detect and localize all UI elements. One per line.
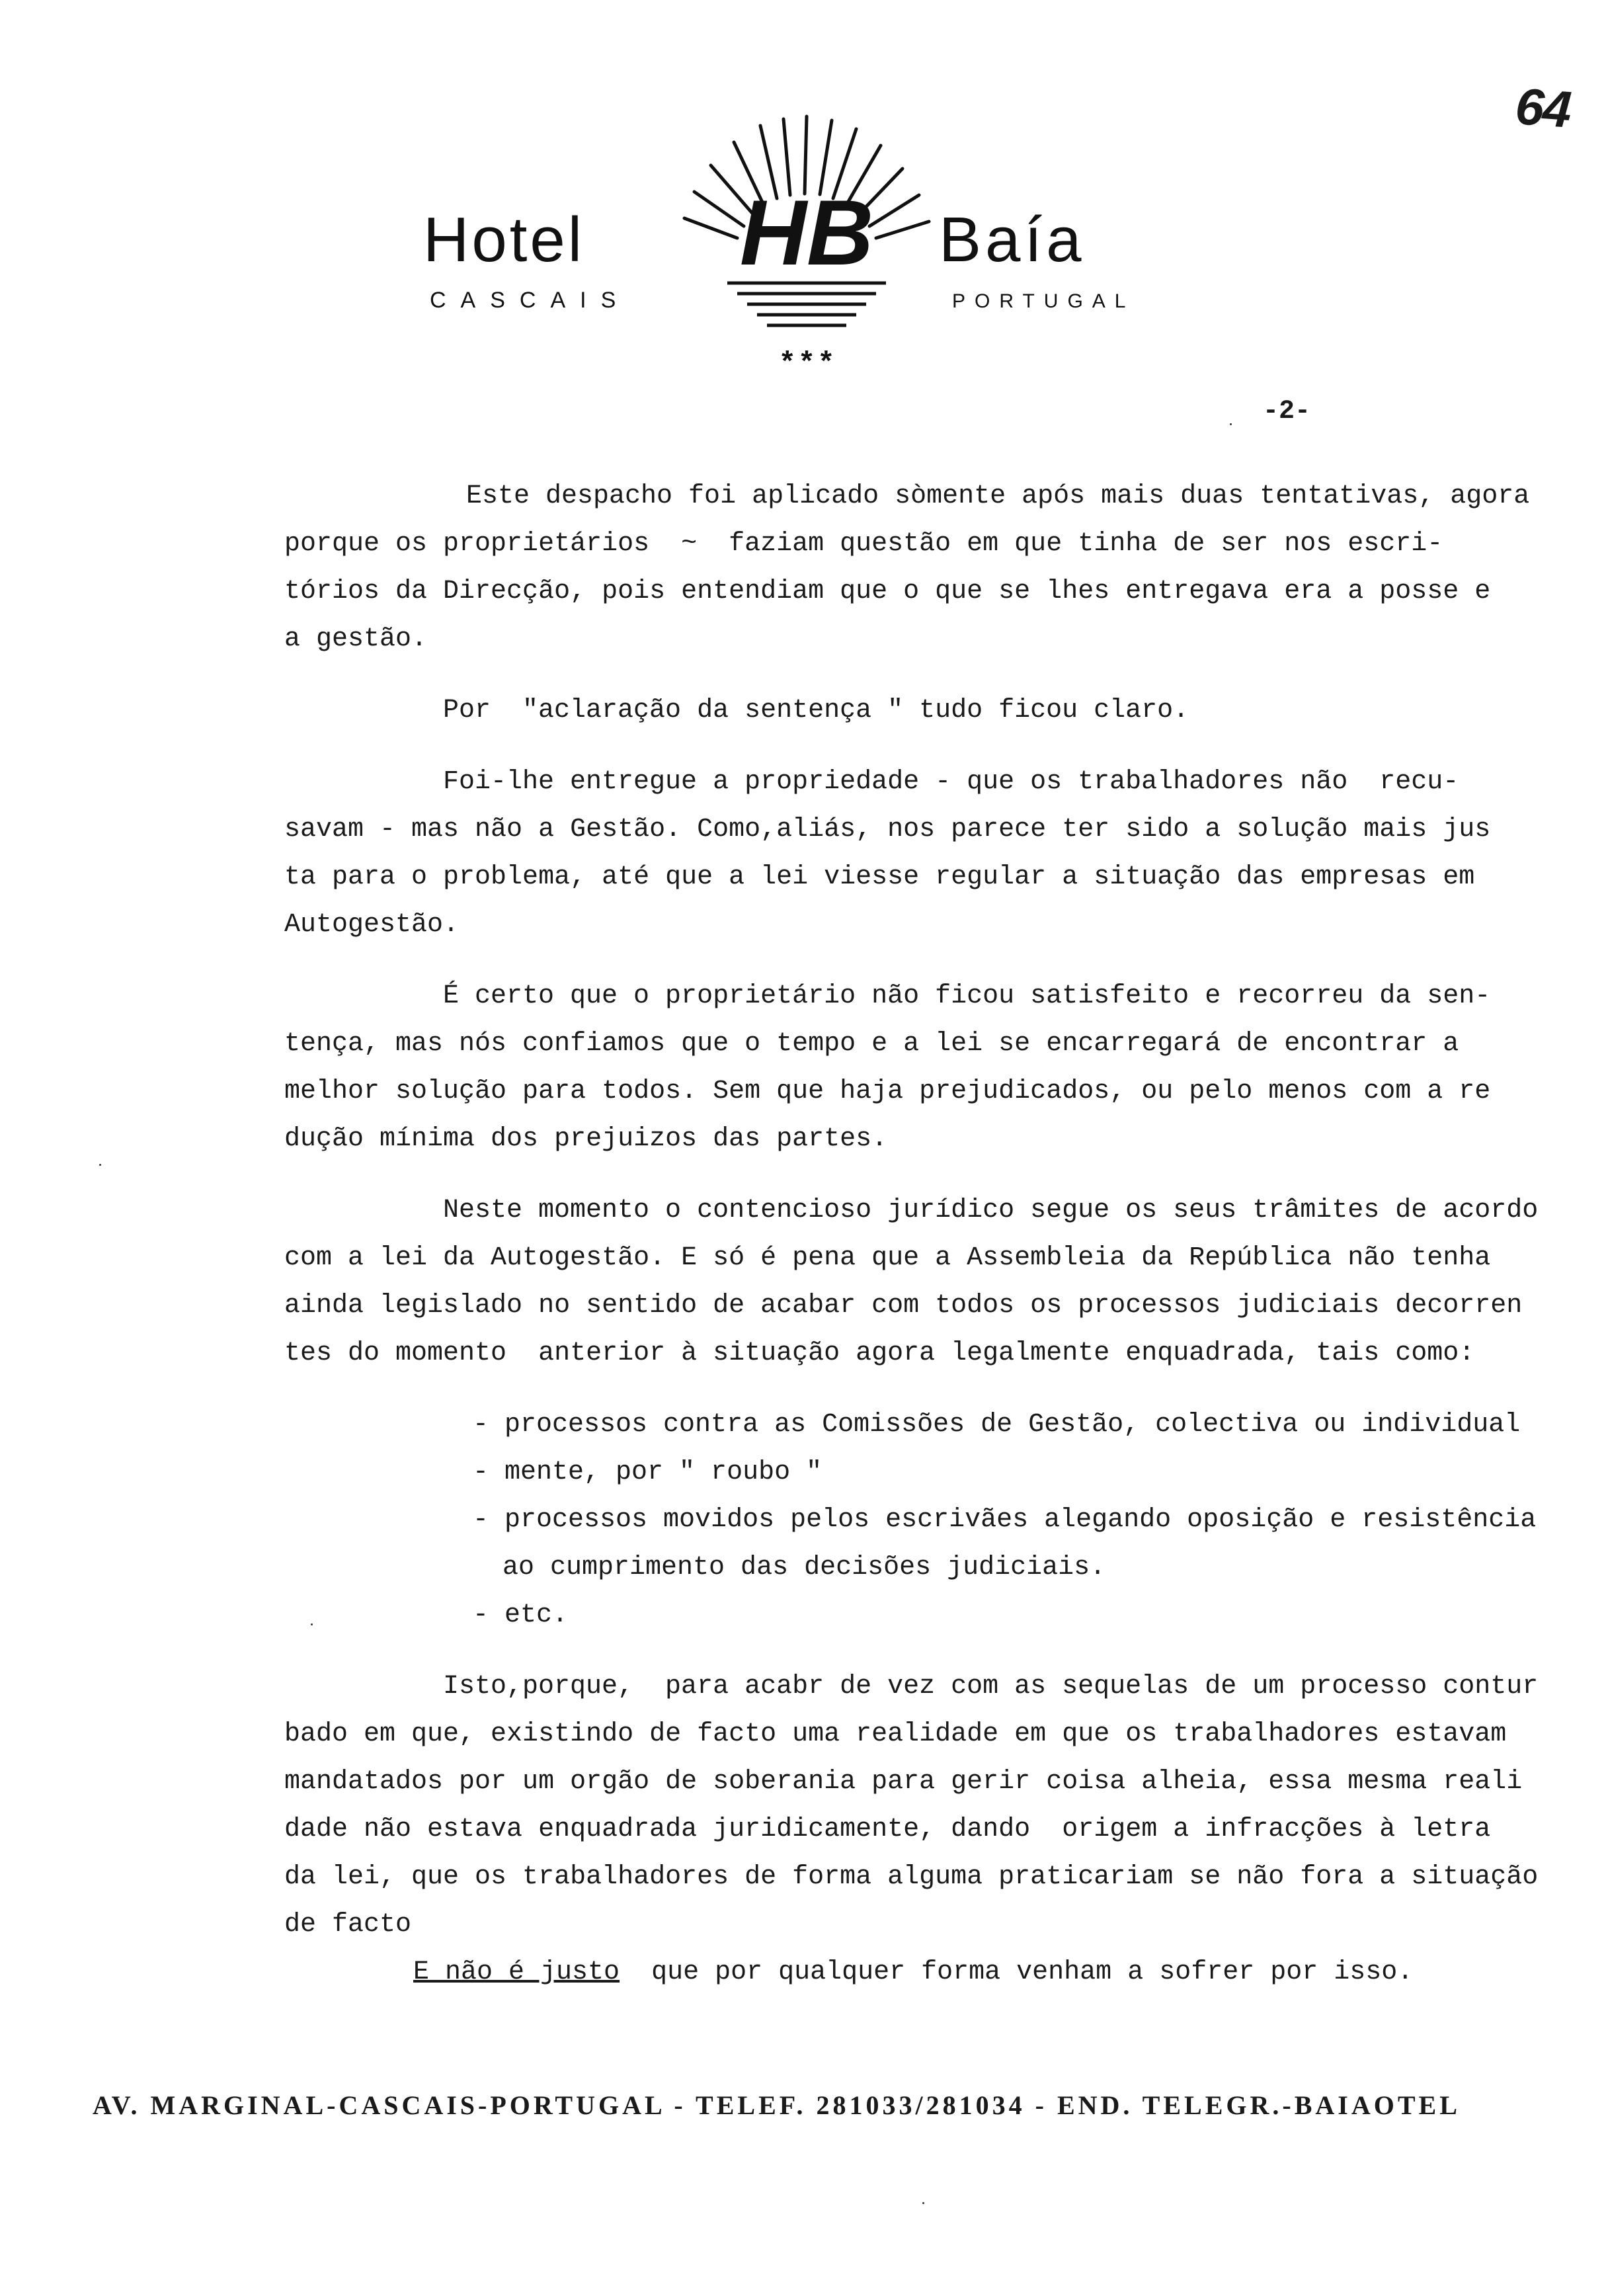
text-line: com a lei da Autogestão. E só é pena que a Assembleia da República não tenha bbox=[284, 1243, 1491, 1273]
text-line: dade não estava enquadrada juridicamente, dando origem a infracções à letra bbox=[284, 1815, 1491, 1844]
text-line: Autogestão. bbox=[284, 910, 460, 940]
text-line: a gestão. bbox=[284, 624, 428, 654]
text-line: Neste momento o contencioso jurídico segue os seus trâmites de acordo bbox=[443, 1196, 1539, 1225]
text-line: de facto bbox=[284, 1910, 412, 1940]
scan-speck bbox=[1230, 423, 1232, 425]
svg-text:* * *: * * * bbox=[782, 345, 832, 377]
text-line: melhor solução para todos. Sem que haja prejudicados, ou pelo menos com a re bbox=[284, 1077, 1491, 1106]
hotel-baia-logo bbox=[410, 112, 1203, 390]
svg-text:Hotel: Hotel bbox=[423, 204, 585, 275]
underlined-phrase: E não é justo bbox=[413, 1957, 620, 1987]
text-line: porque os proprietários ~ faziam questão em que tinha de ser nos escri- bbox=[284, 529, 1443, 559]
text-line: Foi-lhe entregue a propriedade - que os trabalhadores não recu- bbox=[443, 767, 1459, 797]
text-line: tença, mas nós confiamos que o tempo e a lei se encarregará de encontrar a bbox=[284, 1029, 1459, 1059]
letterhead-footer-address: AV. MARGINAL-CASCAIS-PORTUGAL - TELEF. 281033/281034 - END. TELEGR.-BAIAOTEL bbox=[93, 2090, 1461, 2120]
text-line: É certo que o proprietário não ficou satisfeito e recorreu da sen- bbox=[443, 981, 1491, 1011]
text-line: mandatados por um orgão de soberania para gerir coisa alheia, essa mesma reali bbox=[284, 1767, 1523, 1797]
text-line: Por "aclaração da sentença " tudo ficou claro. bbox=[443, 696, 1189, 725]
letter-body bbox=[284, 473, 1580, 1996]
text-line: Este despacho foi aplicado sòmente após mais duas tentativas, agora bbox=[466, 481, 1530, 511]
text-line: dução mínima dos prejuizos das partes. bbox=[284, 1124, 888, 1154]
scan-speck bbox=[99, 1164, 101, 1166]
text-line: bado em que, existindo de facto uma realidade em que os trabalhadores estavam bbox=[284, 1719, 1507, 1749]
svg-text:PORTUGAL: PORTUGAL bbox=[952, 290, 1135, 312]
svg-text:Baía: Baía bbox=[939, 204, 1086, 275]
text-line: ta para o problema, até que a lei viesse regular a situação das empresas em bbox=[284, 862, 1475, 892]
text-line: ainda legislado no sentido de acabar com todos os processos judiciais decorren bbox=[284, 1291, 1523, 1321]
text-line bbox=[284, 1949, 1580, 1996]
svg-text:HB: HB bbox=[739, 181, 874, 284]
text-line: da lei, que os trabalhadores de forma alguma praticariam se não fora a situação bbox=[284, 1862, 1539, 1892]
scan-speck bbox=[311, 1623, 313, 1625]
scan-speck bbox=[922, 2202, 924, 2204]
text-line: tórios da Direcção, pois entendiam que o que se lhes entregava era a posse e bbox=[284, 577, 1491, 606]
svg-text:CASCAIS: CASCAIS bbox=[430, 288, 631, 313]
text-line: tes do momento anterior à situação agora legalmente enquadrada, tais como: bbox=[284, 1338, 1475, 1368]
text-line: Isto,porque, para acabr de vez com as sequelas de um processo contur bbox=[443, 1672, 1539, 1702]
list-item: - etc. bbox=[473, 1600, 569, 1630]
page-sequence-marker: -2- bbox=[1263, 397, 1311, 427]
hotel-letterhead-logo bbox=[410, 112, 1203, 390]
list-item: - processos contra as Comissões de Gestão, colectiva ou individual bbox=[473, 1410, 1521, 1440]
text-fragment: que por qualquer forma venham a sofrer por isso. bbox=[620, 1957, 1414, 1987]
list-item: - mente, por " roubo " bbox=[473, 1457, 823, 1487]
list-item: ao cumprimento das decisões judiciais. bbox=[502, 1553, 1106, 1582]
list-item: - processos movidos pelos escrivães alegando oposição e resistência bbox=[473, 1505, 1537, 1535]
page-number: 64 bbox=[1513, 77, 1572, 139]
text-line: savam - mas não a Gestão. Como,aliás, nos parece ter sido a solução mais jus bbox=[284, 815, 1491, 844]
